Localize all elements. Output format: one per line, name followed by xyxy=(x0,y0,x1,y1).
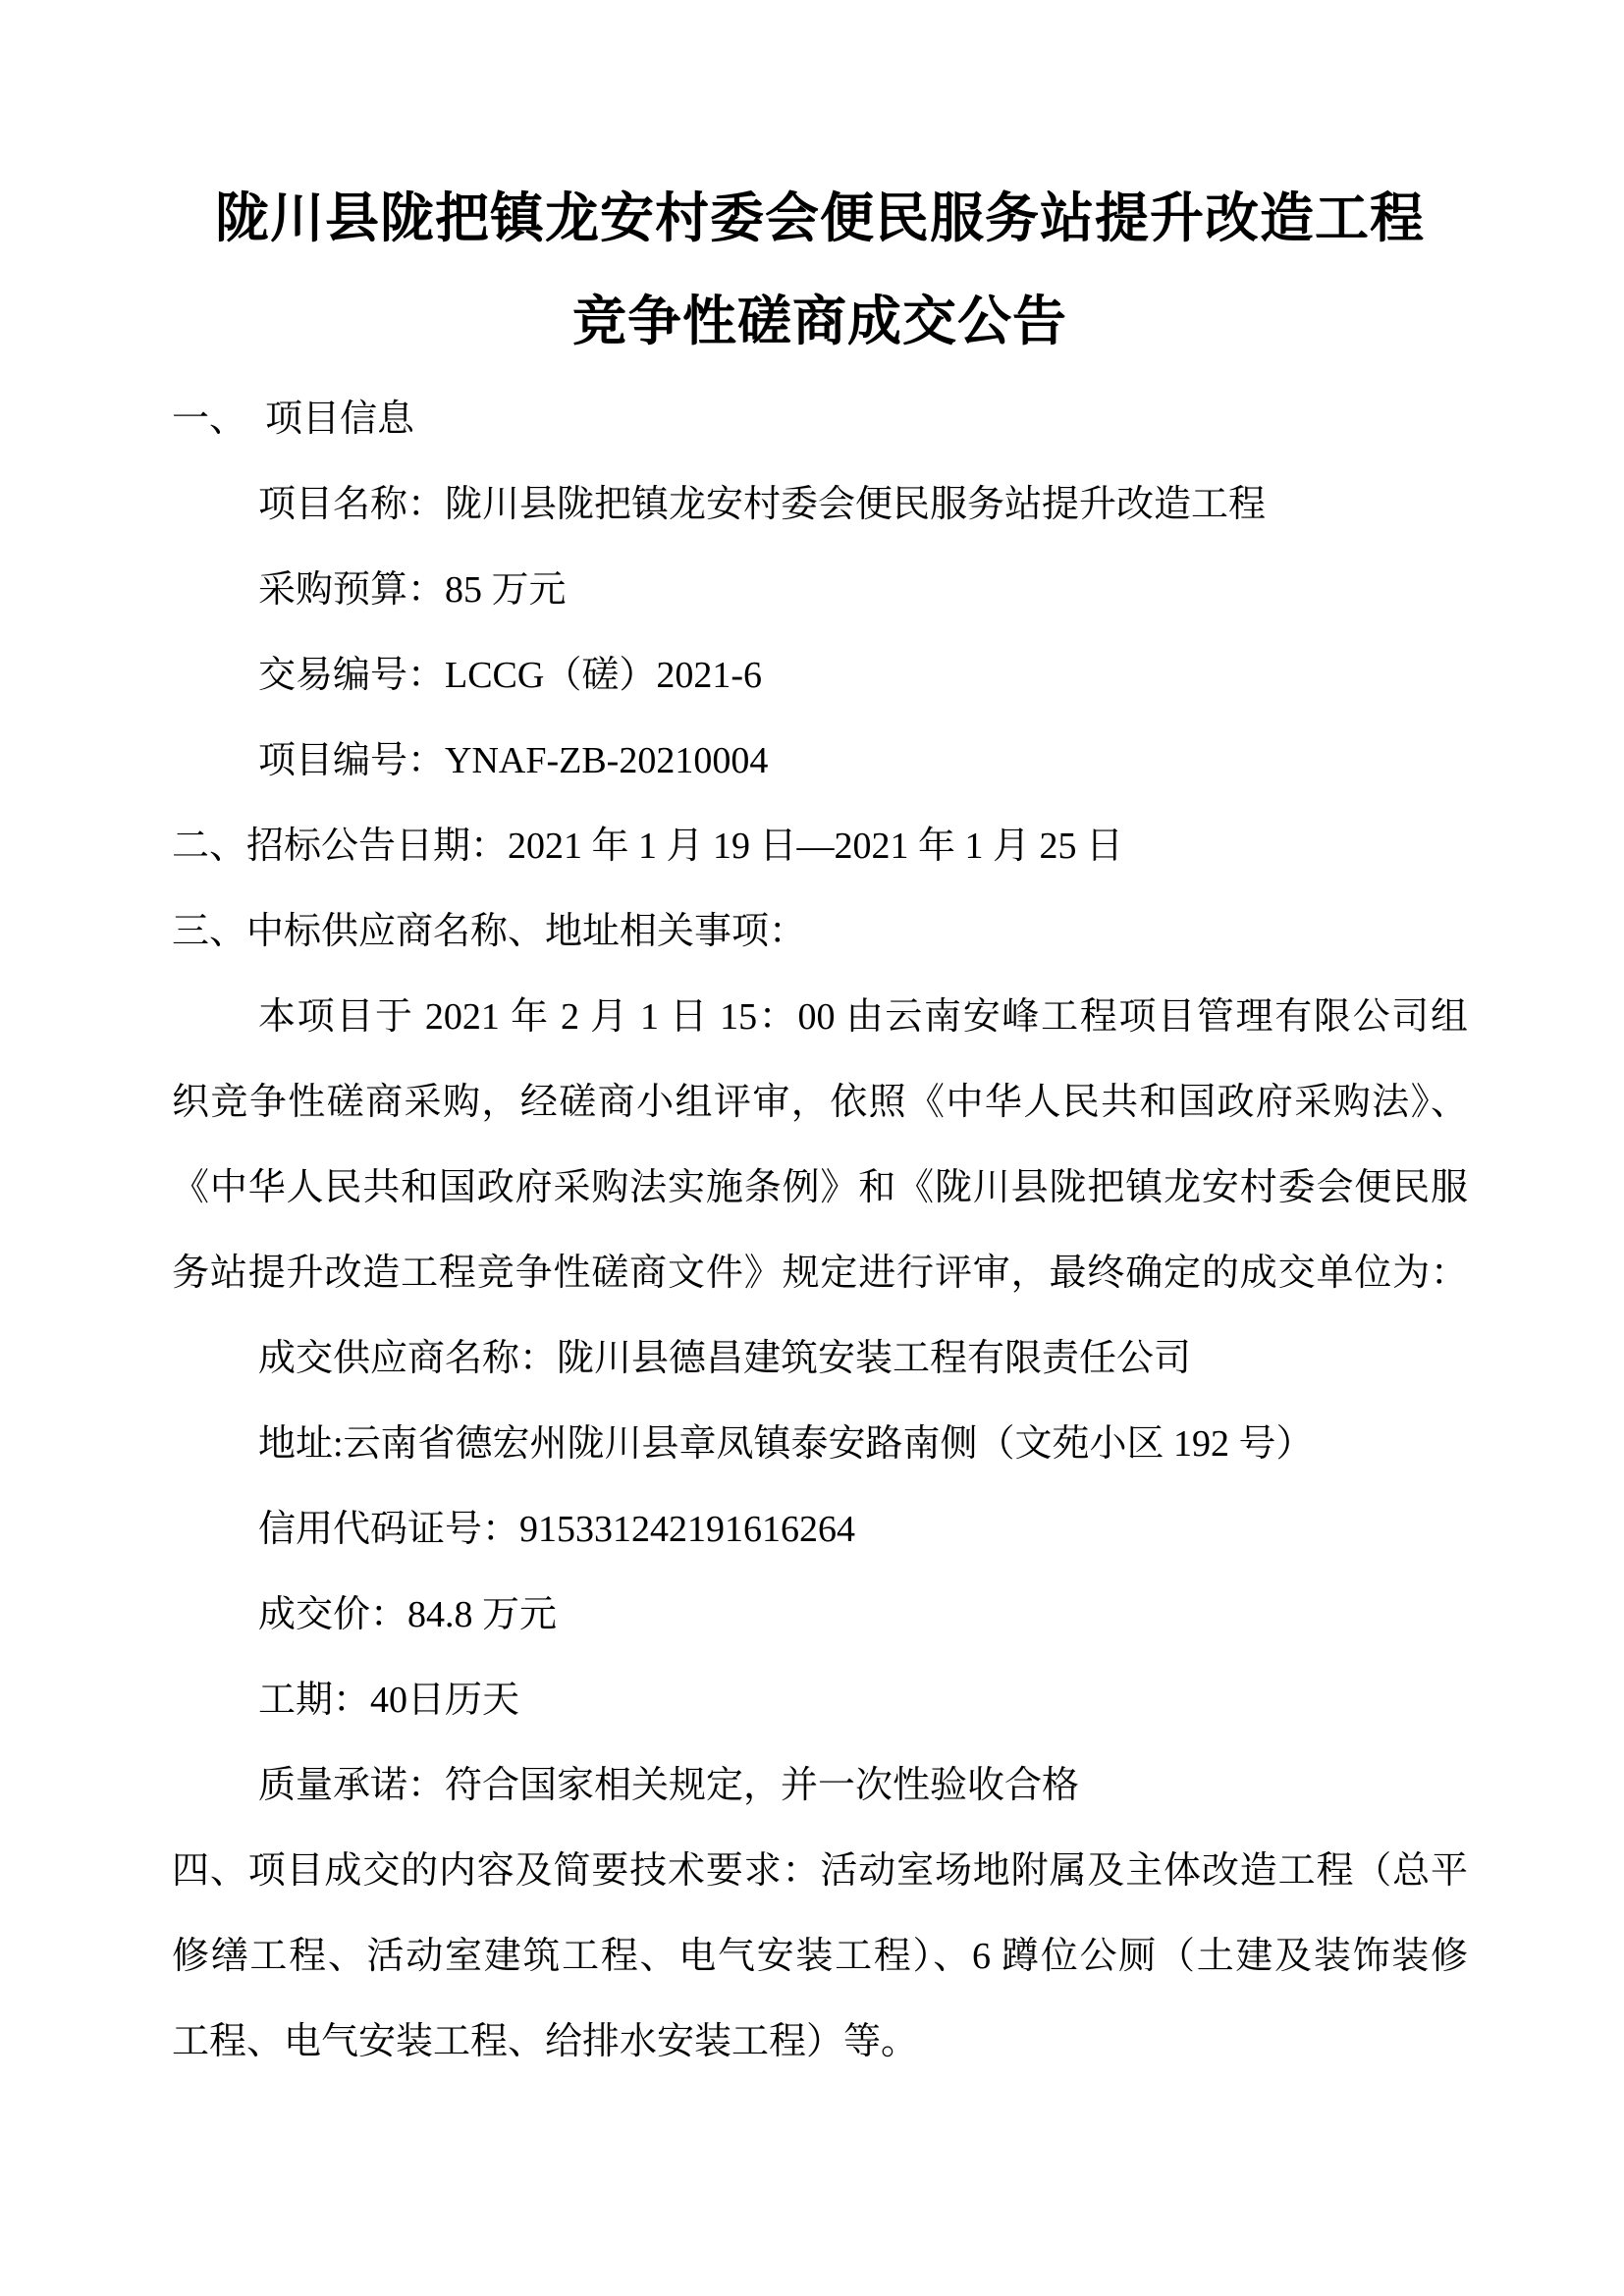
section-1-heading: 一、 项目信息 xyxy=(172,399,415,440)
document-body xyxy=(172,377,1468,2085)
procurement-budget-line: 采购预算：85 万元 xyxy=(258,569,567,611)
section-4-content-line-2: 修缮工程、活动室建筑工程、电气安装工程）、6 蹲位公厕（土建及装饰装修 xyxy=(172,1936,1468,1977)
document-title-line-2: 竞争性磋商成交公告 xyxy=(571,292,1067,351)
document-title xyxy=(172,167,1468,373)
supplier-address-line: 地址:云南省德宏州陇川县章凤镇泰安路南侧（文苑小区 192 号） xyxy=(258,1423,1314,1465)
deal-price-line: 成交价：84.8 万元 xyxy=(258,1594,558,1635)
project-name-line: 项目名称：陇川县陇把镇龙安村委会便民服务站提升改造工程 xyxy=(258,484,1267,525)
section-2-announcement-date-line: 二、招标公告日期：2021 年 1 月 19 日—2021 年 1 月 25 日 xyxy=(172,826,1124,867)
evaluation-paragraph-line-4: 务站提升改造工程竞争性磋商文件》规定进行评审，最终确定的成交单位为： xyxy=(172,1253,1468,1294)
evaluation-paragraph-line-3: 《中华人民共和国政府采购法实施条例》和《陇川县陇把镇龙安村委会便民服 xyxy=(172,1167,1468,1208)
project-number-line: 项目编号：YNAF-ZB-20210004 xyxy=(258,740,769,781)
evaluation-paragraph-line-1: 本项目于 2021 年 2 月 1 日 15：00 由云南安峰工程项目管理有限公司组 xyxy=(258,996,1468,1038)
credit-code-line: 信用代码证号：915331242191616264 xyxy=(258,1509,856,1550)
evaluation-paragraph-line-2: 织竞争性磋商采购，经磋商小组评审，依照《中华人民共和国政府采购法》、 xyxy=(172,1082,1468,1123)
document-title-line-1: 陇川县陇把镇龙安村委会便民服务站提升改造工程 xyxy=(214,188,1425,248)
quality-commitment-line: 质量承诺：符合国家相关规定，并一次性验收合格 xyxy=(258,1765,1080,1806)
section-4-content-line-1: 四、项目成交的内容及简要技术要求：活动室场地附属及主体改造工程（总平 xyxy=(172,1850,1468,1892)
construction-period-line: 工期：40日历天 xyxy=(258,1680,520,1721)
section-4-content-line-3: 工程、电气安装工程、给排水安装工程）等。 xyxy=(172,2021,919,2062)
document-content xyxy=(172,0,1468,2085)
section-3-heading: 三、中标供应商名称、地址相关事项： xyxy=(172,911,807,952)
transaction-number-line: 交易编号：LCCG（磋）2021-6 xyxy=(258,655,763,696)
winning-supplier-name-line: 成交供应商名称：陇川县德昌建筑安装工程有限责任公司 xyxy=(258,1338,1192,1379)
